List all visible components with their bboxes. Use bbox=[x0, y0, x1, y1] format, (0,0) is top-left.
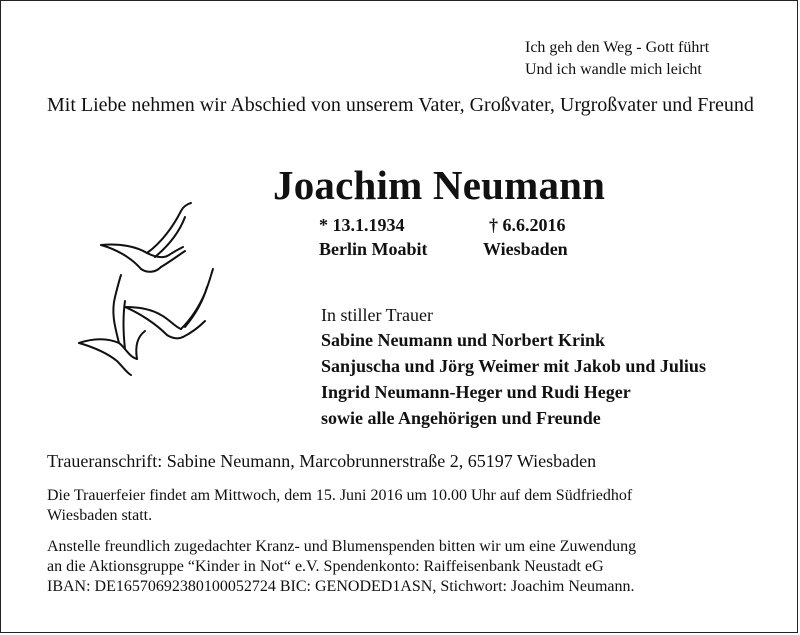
verse-line-1: Ich geh den Weg - Gott führt bbox=[525, 39, 710, 56]
bird-icon-top bbox=[101, 203, 191, 272]
deceased-name: Joachim Neumann bbox=[273, 162, 606, 208]
mourner-line-4: sowie alle Angehörigen und Freunde bbox=[321, 408, 601, 428]
donation-text bbox=[47, 537, 763, 597]
mourners-block bbox=[321, 303, 706, 431]
mourner-line-3: Ingrid Neumann-Heger und Rudi Heger bbox=[321, 382, 631, 402]
ceremony-line-2: Wiesbaden statt. bbox=[47, 507, 153, 524]
death-info bbox=[483, 213, 568, 261]
birth-info bbox=[319, 213, 428, 261]
donation-line-2: an die Aktionsgruppe “Kinder in Not“ e.V. Spendenkonto: Raiffeisenbank Neustadt eG bbox=[47, 558, 604, 575]
mourner-line-1: Sabine Neumann und Norbert Krink bbox=[321, 330, 606, 350]
mourner-line-2: Sanjuscha und Jörg Weimer mit Jakob und Julius bbox=[321, 356, 706, 376]
donation-line-3: IBAN: DE16570692380100052724 BIC: GENODED1ASN, Stichwort: Joachim Neumann. bbox=[47, 578, 635, 595]
mourning-address: Traueranschrift: Sabine Neumann, Marcobrunnerstraße 2, 65197 Wiesbaden bbox=[47, 451, 597, 471]
ceremony-text bbox=[47, 486, 757, 526]
donation-line-1: Anstelle freundlich zugedachter Kranz- und Blumenspenden bitten wir um eine Zuwendung bbox=[47, 538, 637, 555]
bird-icon-left bbox=[79, 275, 145, 375]
bird-icon-right bbox=[125, 269, 213, 338]
verse bbox=[525, 37, 709, 81]
death-date: † 6.6.2016 bbox=[489, 215, 566, 235]
verse-line-2: Und ich wandle mich leicht bbox=[525, 61, 702, 78]
mourners-label: In stiller Trauer bbox=[321, 305, 433, 325]
birth-place: Berlin Moabit bbox=[319, 239, 428, 259]
ceremony-line-1: Die Trauerfeier findet am Mittwoch, dem 15. Juni 2016 um 10.00 Uhr auf dem Südfriedhof bbox=[47, 487, 633, 504]
intro-text: Mit Liebe nehmen wir Abschied von unserem Vater, Großvater, Urgroßvater und Freund bbox=[47, 94, 754, 116]
birth-date: * 13.1.1934 bbox=[319, 215, 405, 235]
flying-birds-icon bbox=[75, 197, 225, 387]
death-place: Wiesbaden bbox=[483, 239, 568, 259]
